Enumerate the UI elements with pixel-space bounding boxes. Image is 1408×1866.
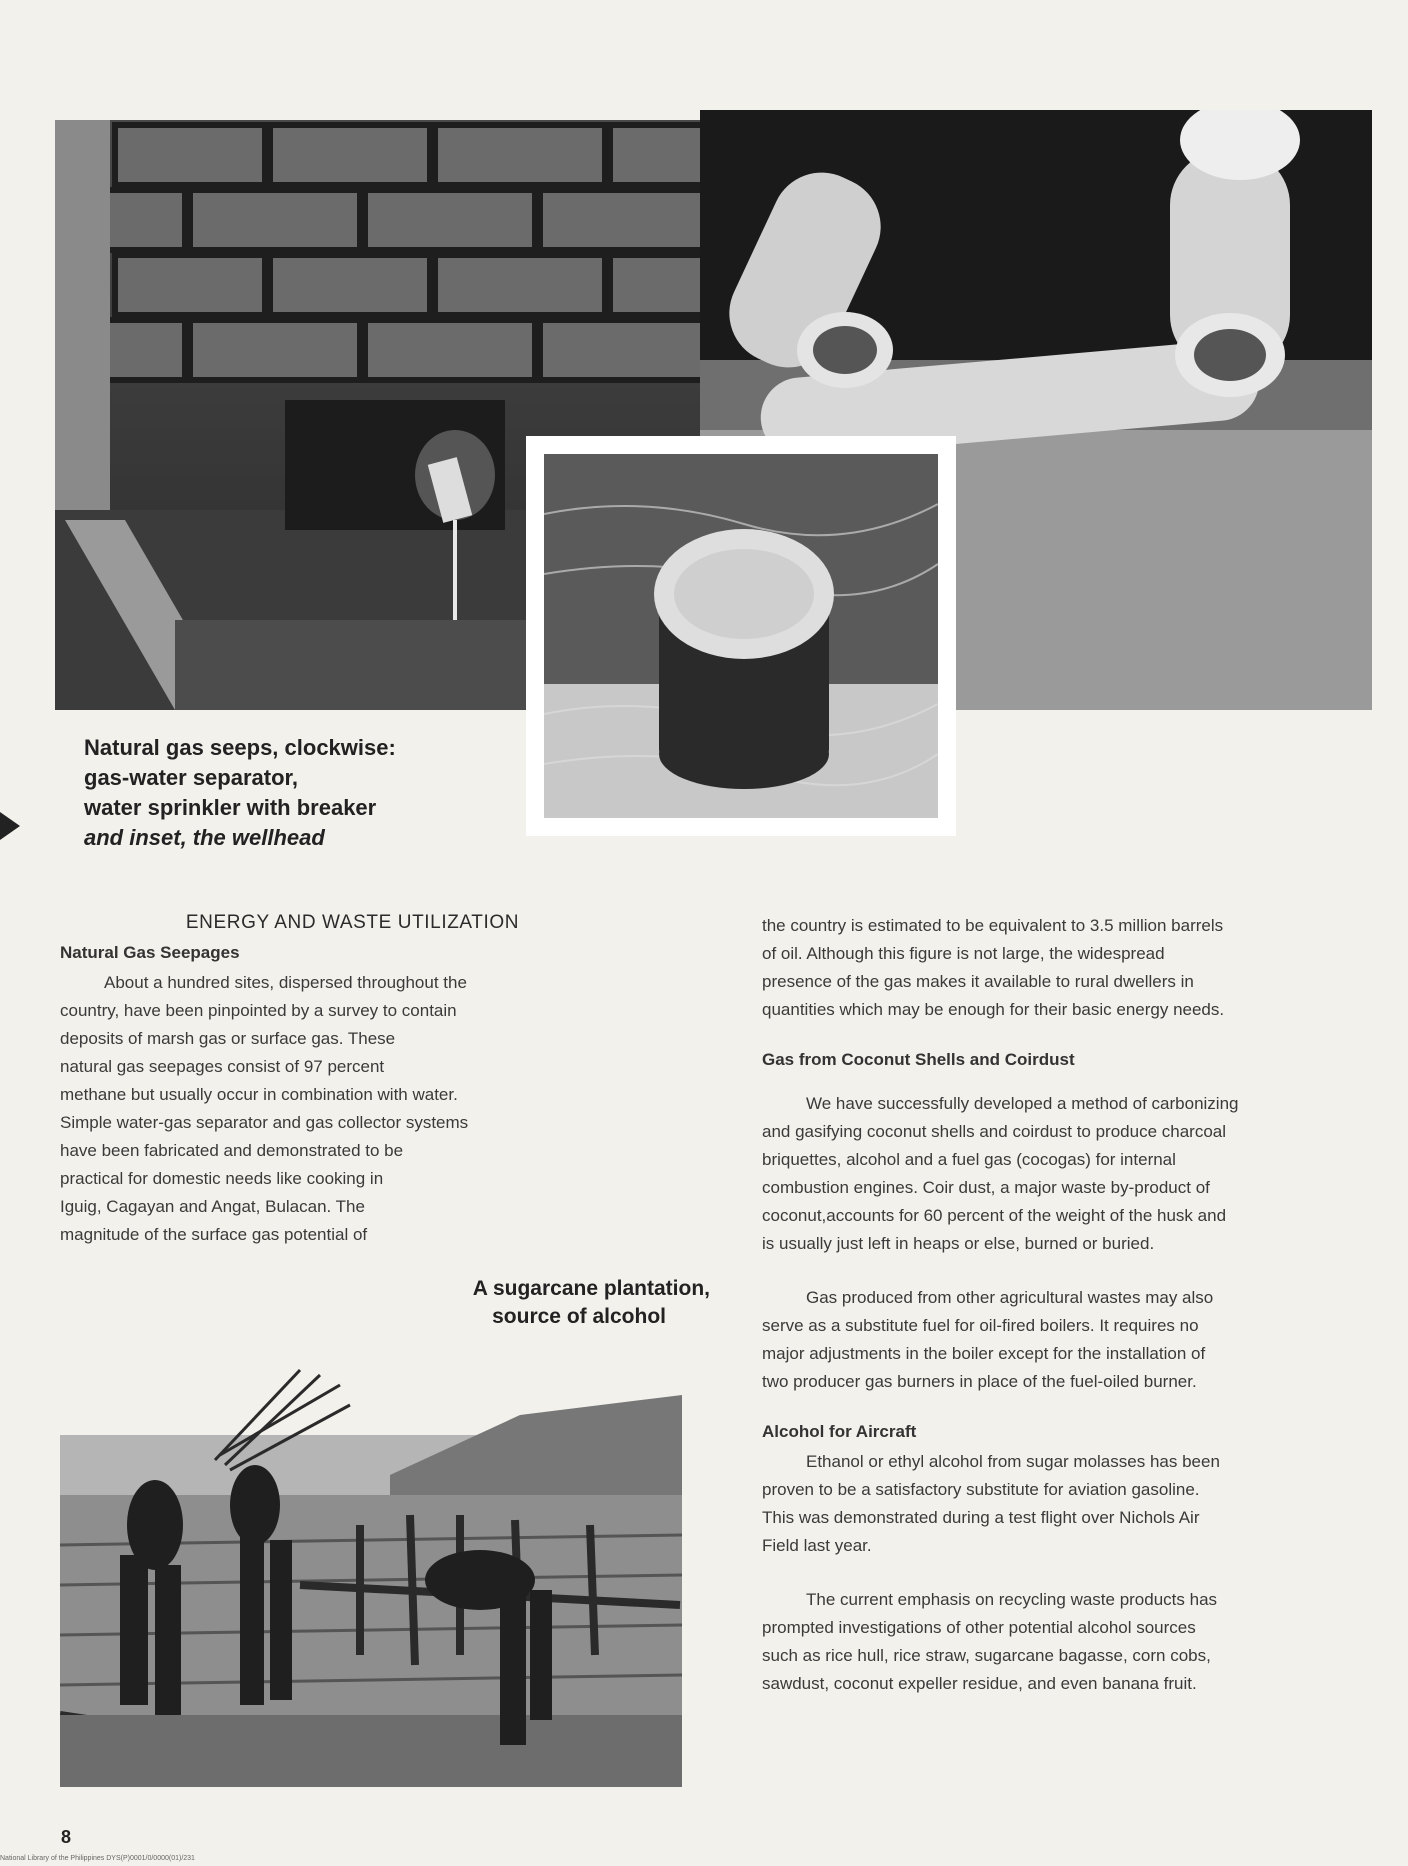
paragraph-line: practical for domestic needs like cooking in — [60, 1169, 384, 1188]
paragraph-line: Iguig, Cagayan and Angat, Bulacan. The — [60, 1197, 365, 1216]
heading-alcohol-for-aircraft: Alcohol for Aircraft — [762, 1422, 917, 1441]
caption-sugarcane-plantation — [330, 1275, 710, 1331]
paragraph-line: proven to be a satisfactory substitute for aviation gasoline. — [762, 1480, 1200, 1499]
paragraph-line: quantities which may be enough for their basic energy needs. — [762, 1000, 1225, 1019]
paragraph-line: methane but usually occur in combination with water. — [60, 1085, 458, 1104]
paragraph-line: country, have been pinpointed by a survey to contain — [60, 1001, 457, 1020]
caption-line: A sugarcane plantation, — [472, 1277, 710, 1300]
paragraph-line: magnitude of the surface gas potential of — [60, 1225, 368, 1244]
paragraph-line: About a hundred sites, dispersed throughout the — [104, 973, 467, 992]
paragraph-line: Field last year. — [762, 1536, 872, 1555]
paragraph-line: presence of the gas makes it available to rural dwellers in — [762, 972, 1194, 991]
caption-line: gas-water separator, — [84, 765, 298, 790]
paragraph-line: Simple water-gas separator and gas collector systems — [60, 1113, 469, 1132]
caption-natural-gas-seeps — [84, 733, 504, 853]
page-edge-marker — [0, 812, 20, 840]
paragraph-line: Gas produced from other agricultural wastes may also — [806, 1288, 1214, 1307]
paragraph-line: deposits of marsh gas or surface gas. These — [60, 1029, 396, 1048]
paragraph-line: and gasifying coconut shells and coirdust to produce charcoal — [762, 1122, 1227, 1141]
photo-wellhead-inset — [526, 436, 956, 836]
footer-credit: National Library of the Philippines DYS(P)0001/0/0000(01)/231 — [0, 1855, 195, 1862]
paragraph-line: the country is estimated to be equivalent to 3.5 million barrels — [762, 916, 1224, 935]
paragraph-line: briquettes, alcohol and a fuel gas (cocogas) for internal — [762, 1150, 1176, 1169]
paragraph-line: of oil. Although this figure is not large, the widespread — [762, 944, 1165, 963]
heading-coconut-shells-coirdust: Gas from Coconut Shells and Coirdust — [762, 1050, 1075, 1069]
paragraph-line: coconut,accounts for 60 percent of the weight of the husk and — [762, 1206, 1227, 1225]
caption-line: and inset, the wellhead — [84, 825, 325, 850]
article-title: ENERGY AND WASTE UTILIZATION — [185, 912, 520, 933]
heading-natural-gas-seepages: Natural Gas Seepages — [60, 943, 240, 962]
caption-line: water sprinkler with breaker — [84, 795, 377, 820]
article-left-column — [60, 912, 605, 1249]
photo-sugarcane-plantation — [60, 1355, 682, 1787]
paragraph-line: prompted investigations of other potential alcohol sources — [762, 1618, 1196, 1637]
paragraph-line: The current emphasis on recycling waste products has — [806, 1590, 1218, 1609]
paragraph-line: natural gas seepages consist of 97 percent — [60, 1057, 385, 1076]
article-right-column — [762, 912, 1382, 1698]
paragraph-line: two producer gas burners in place of the fuel-oiled burner. — [762, 1372, 1197, 1391]
paragraph-line: is usually just left in heaps or else, burned or buried. — [762, 1234, 1155, 1253]
paragraph-line: combustion engines. Coir dust, a major waste by-product of — [762, 1178, 1210, 1197]
paragraph-line: This was demonstrated during a test flight over Nichols Air — [762, 1508, 1200, 1527]
paragraph-line: sawdust, coconut expeller residue, and even banana fruit. — [762, 1674, 1197, 1693]
paragraph-line: Ethanol or ethyl alcohol from sugar molasses has been — [806, 1452, 1220, 1471]
paragraph-line: have been fabricated and demonstrated to be — [60, 1141, 404, 1160]
paragraph-line: We have successfully developed a method of carbonizing — [806, 1094, 1239, 1113]
paragraph-line: serve as a substitute fuel for oil-fired boilers. It requires no — [762, 1316, 1199, 1335]
paragraph-line: such as rice hull, rice straw, sugarcane bagasse, corn cobs, — [762, 1646, 1211, 1665]
paragraph-line: major adjustments in the boiler except for the installation of — [762, 1344, 1206, 1363]
page-number: 8 — [61, 1827, 72, 1847]
caption-line: Natural gas seeps, clockwise: — [84, 735, 396, 760]
caption-line: source of alcohol — [492, 1305, 666, 1328]
